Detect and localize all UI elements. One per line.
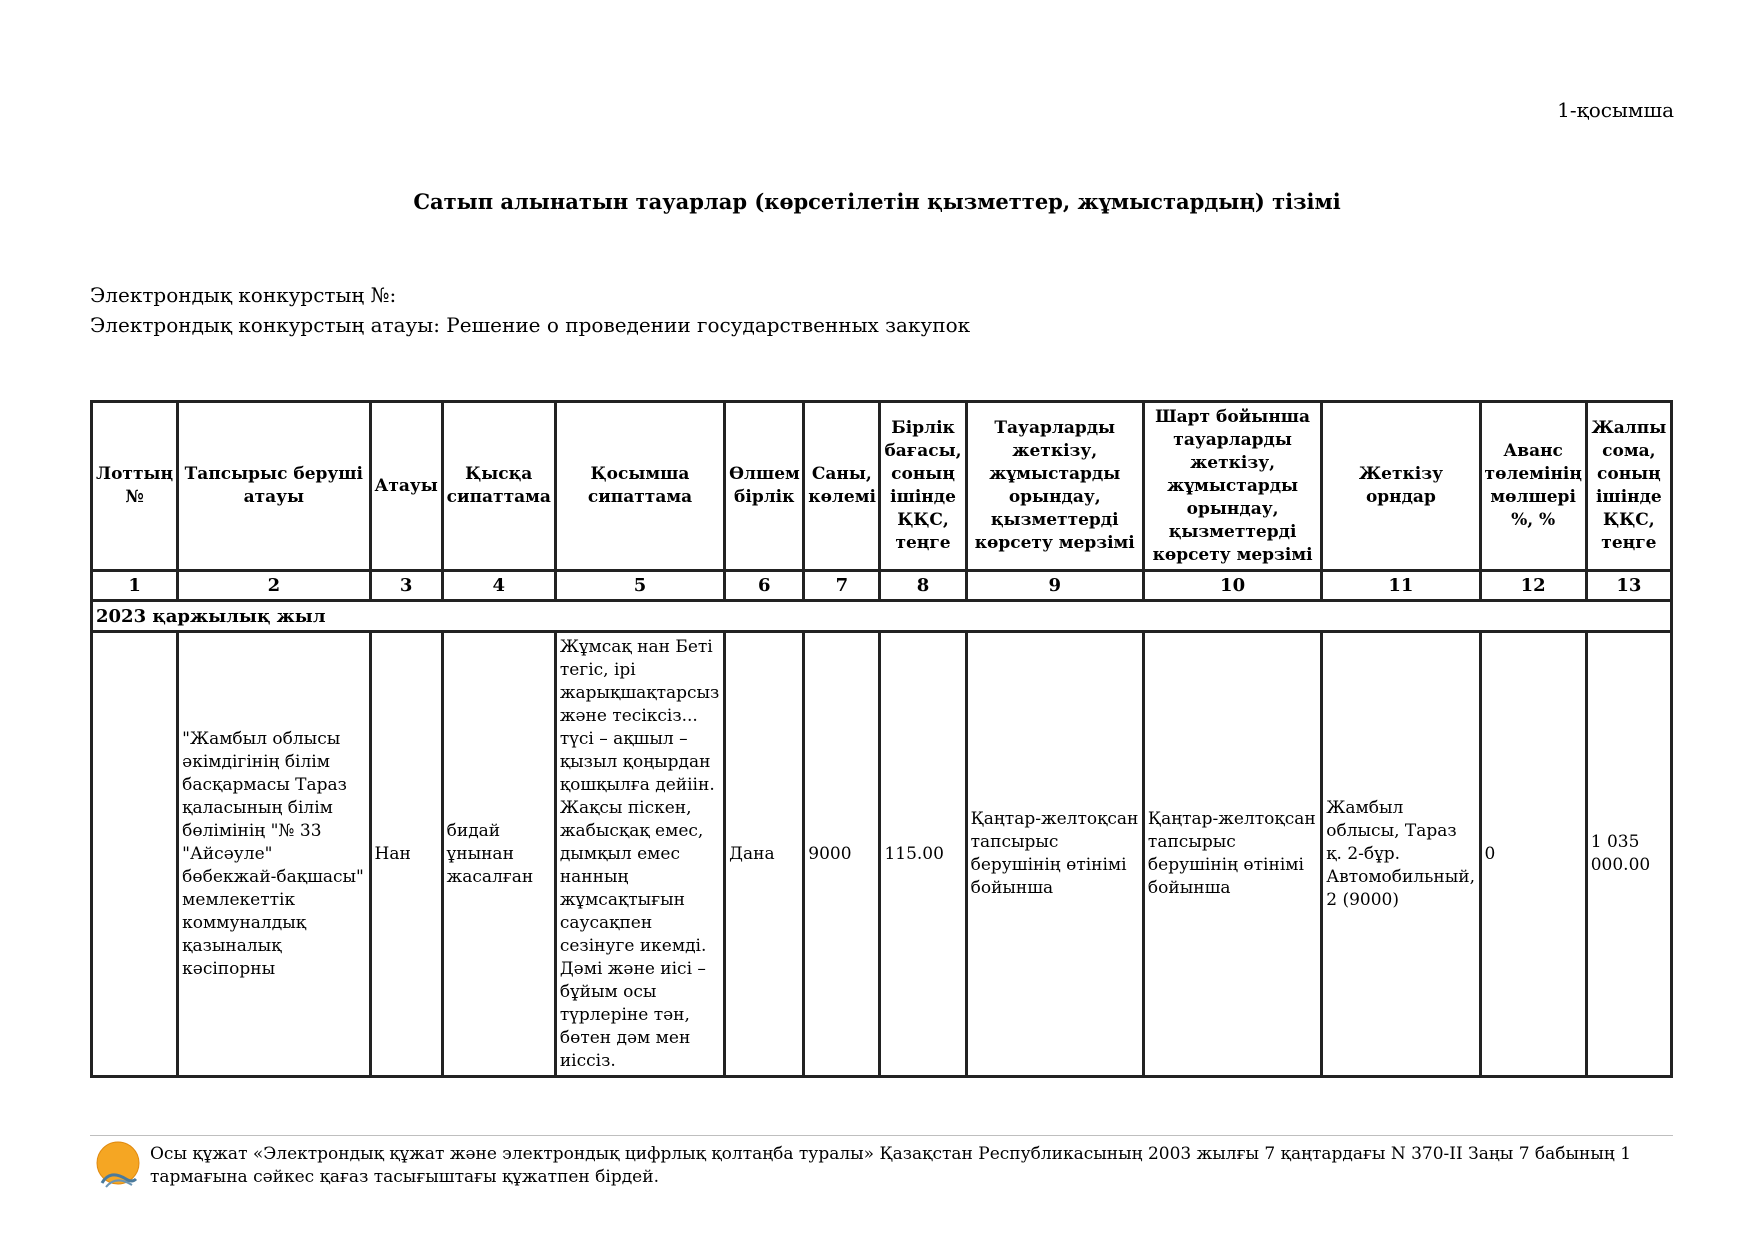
header-additional-description: Қосымша сипаттама — [555, 402, 724, 571]
column-number: 6 — [725, 571, 804, 601]
legal-disclaimer: Осы құжат «Электрондық құжат және электрондық цифрлық қолтаңба туралы» Қазақстан Республикасының 2003 жылғы 7 қаңтардағы N 370-II Заңы 7 бабының 1 тармағына сәйкес қағаз тасығыштағы құжатпен бірдей. — [150, 1144, 1632, 1187]
annex-label: 1-қосымша — [1557, 98, 1674, 122]
header-quantity: Саны, көлемі — [804, 402, 880, 571]
header-unit-price: Бірлік бағасы, соның ішінде ҚҚС, теңге — [880, 402, 966, 571]
cell-delivery-place: Жамбыл облысы, Тараз қ. 2-бұр. Автомобильный, 2 (9000) — [1322, 632, 1480, 1077]
cell-lot-number — [92, 632, 178, 1077]
header-delivery-place: Жеткізу орндар — [1322, 402, 1480, 571]
contest-name: Электрондық конкурстың атауы: Решение о проведении государственных закупок — [90, 313, 971, 337]
cell-unit: Дана — [725, 632, 804, 1077]
cell-item-name: Нан — [370, 632, 442, 1077]
column-number: 5 — [555, 571, 724, 601]
cell-unit-price: 115.00 — [880, 632, 966, 1077]
header-contract-delivery-term: Шарт бойынша тауарларды жеткізу, жұмыстарды орындау, қызметтерді көрсету мерзімі — [1143, 402, 1321, 571]
header-unit: Өлшем бірлік — [725, 402, 804, 571]
cell-delivery-term: Қаңтар-желтоқсан тапсырыс берушінің өтінімі бойынша — [966, 632, 1143, 1077]
fiscal-year-label: 2023 қаржылық жыл — [92, 601, 1672, 632]
cell-contract-delivery-term: Қаңтар-желтоқсан тапсырыс берушінің өтінімі бойынша — [1143, 632, 1321, 1077]
header-advance-payment: Аванс төлемінің мөлшері %, % — [1480, 402, 1586, 571]
header-total-amount: Жалпы сома, соның ішінде ҚҚС, теңге — [1586, 402, 1671, 571]
document-title: Сатып алынатын тауарлар (көрсетілетін қызметтер, жұмыстардың) тізімі — [413, 189, 1341, 214]
header-delivery-term: Тауарларды жеткізу, жұмыстарды орындау, қызметтерді көрсету мерзімі — [966, 402, 1143, 571]
column-number: 4 — [442, 571, 555, 601]
procurement-table — [90, 400, 1673, 1078]
column-number: 9 — [966, 571, 1143, 601]
column-number: 7 — [804, 571, 880, 601]
column-number: 13 — [1586, 571, 1671, 601]
column-number-row — [92, 571, 1672, 601]
cell-short-description: бидай ұнынан жасалған — [442, 632, 555, 1077]
cell-total-amount: 1 035 000.00 — [1586, 632, 1671, 1077]
column-number: 12 — [1480, 571, 1586, 601]
column-number: 10 — [1143, 571, 1321, 601]
column-number: 11 — [1322, 571, 1480, 601]
footer-divider — [90, 1135, 1673, 1136]
header-customer-name: Тапсырыс беруші атауы — [178, 402, 370, 571]
header-short-description: Қысқа сипаттама — [442, 402, 555, 571]
column-number: 3 — [370, 571, 442, 601]
table-row — [92, 632, 1672, 1077]
header-item-name: Атауы — [370, 402, 442, 571]
cell-additional-description: Жұмсақ нан Беті тегіс, ірі жарықшақтарсыз және тесіксіз... түсі – ақшыл – қызыл қоңырдан қошқылға дейіін. Жақсы піскен, жабысқақ емес, дымқыл емес нанның жұмсақтығын саусақпен сезінуге икемді. Дәмі және иісі – бұйым осы түрлеріне тән, бөтен дәм мен иіссіз. — [555, 632, 724, 1077]
column-number: 8 — [880, 571, 966, 601]
contest-number: Электрондық конкурстың №: — [90, 283, 397, 307]
cell-customer-name: "Жамбыл облысы әкімдігінің білім басқармасы Тараз қаласының білім бөлімінің "№ 33 "Айсәуле" бөбекжай-бақшасы" мемлекеттік коммуналдық қазыналық кәсіпорны — [178, 632, 370, 1077]
cell-advance-payment: 0 — [1480, 632, 1586, 1077]
column-number: 2 — [178, 571, 370, 601]
cell-quantity: 9000 — [804, 632, 880, 1077]
column-number: 1 — [92, 571, 178, 601]
header-lot-number: Лоттың № — [92, 402, 178, 571]
fiscal-year-row — [92, 601, 1672, 632]
e-signature-seal-icon — [92, 1139, 144, 1191]
header-row — [92, 402, 1672, 571]
